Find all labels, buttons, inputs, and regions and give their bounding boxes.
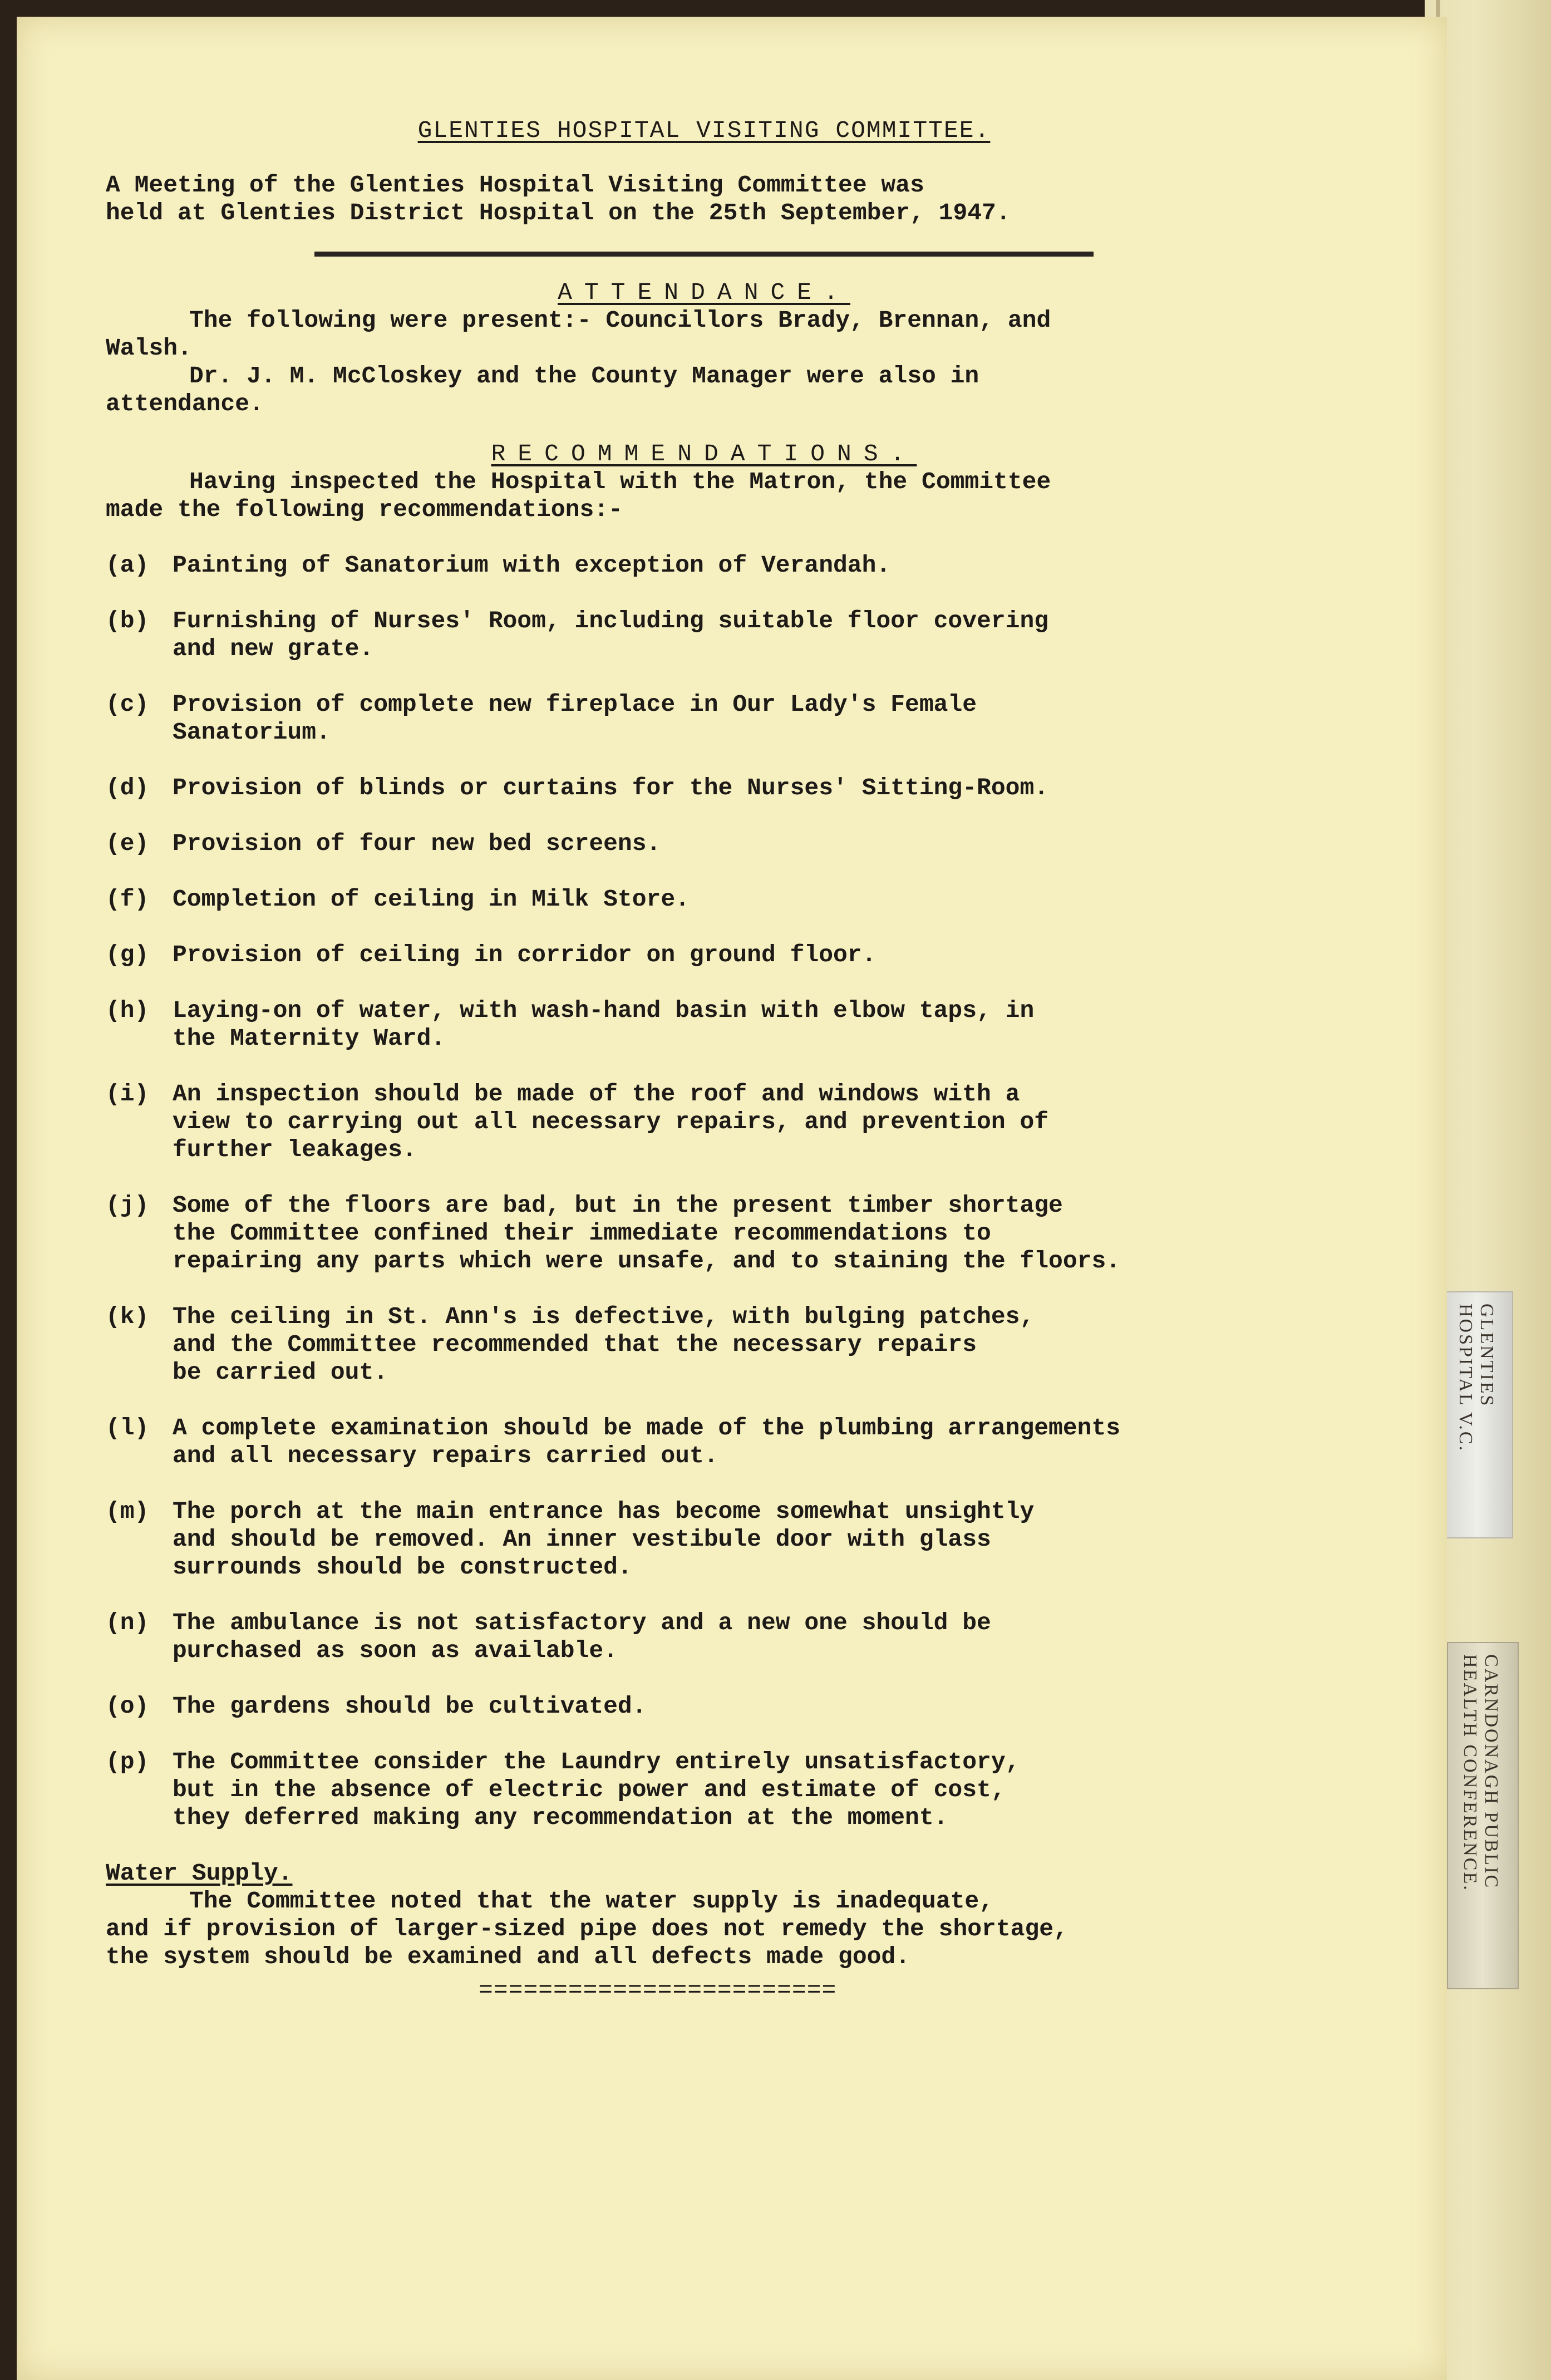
item-label: (k) (106, 1303, 149, 1330)
item-label: (p) (106, 1748, 149, 1776)
item-text: The ambulance is not satisfactory and a new one should be purchased as soon as available. (173, 1609, 991, 1664)
list-item (106, 830, 1302, 858)
item-label: (d) (106, 774, 149, 801)
recommendations-line-1: Having inspected the Hospital with the Matron, the Committee (189, 468, 1051, 495)
recommendations-heading: RECOMMENDATIONS. (491, 440, 917, 468)
index-tab-carndonagh-label: CARNDONAGH PUBLIC HEALTH CONFERENCE. (1460, 1654, 1501, 1892)
attendance-line-2: Walsh. (106, 335, 192, 362)
list-item (106, 1414, 1302, 1470)
item-text: A complete examination should be made of the plumbing arrangements and all necessary repairs carried out. (173, 1414, 1121, 1469)
water-line-3: the system should be examined and all defects made good. (106, 1943, 910, 1970)
document-title: GLENTIES HOSPITAL VISITING COMMITTEE. (417, 117, 991, 144)
list-item (106, 886, 1302, 913)
item-text: The porch at the main entrance has become somewhat unsightly and should be removed. An inner vestibule door with glass surrounds should be constructed. (173, 1498, 1035, 1581)
list-item (106, 552, 1302, 579)
item-text: Provision of ceiling in corridor on ground floor. (173, 941, 877, 968)
recommendation-list (106, 552, 1302, 1832)
item-text: Completion of ceiling in Milk Store. (173, 886, 690, 913)
item-label: (c) (106, 691, 149, 718)
document-body (106, 117, 1302, 2004)
list-item (106, 1080, 1302, 1164)
index-tab-carndonagh[interactable] (1447, 1642, 1519, 1989)
item-label: (o) (106, 1693, 149, 1720)
list-item (106, 997, 1302, 1053)
index-tab-glenties-label: GLENTIES HOSPITAL V.C. (1455, 1304, 1497, 1453)
item-label: (m) (106, 1498, 149, 1525)
item-text: An inspection should be made of the roof and windows with a view to carrying out all necessary repairs, and prevention of further leakages. (173, 1080, 1049, 1163)
item-label: (j) (106, 1192, 149, 1219)
water-line-2: and if provision of larger-sized pipe does not remedy the shortage, (106, 1915, 1068, 1943)
item-text: Laying-on of water, with wash-hand basin with elbow taps, in the Maternity Ward. (173, 997, 1035, 1052)
index-tab-glenties[interactable] (1441, 1291, 1513, 1538)
item-label: (h) (106, 997, 149, 1024)
item-label: (i) (106, 1080, 149, 1108)
recommendations-line-2: made the following recommendations:- (106, 496, 623, 523)
item-label: (a) (106, 552, 149, 579)
list-item (106, 1748, 1302, 1832)
meeting-intro: A Meeting of the Glenties Hospital Visiting Committee was held at Glenties District Hospital on the 25th September, 1947. (106, 171, 1011, 227)
item-text: The ceiling in St. Ann's is defective, with bulging patches, and the Committee recommended that the necessary repairs be carried out. (173, 1303, 1035, 1386)
item-label: (g) (106, 941, 149, 968)
list-item (106, 691, 1302, 746)
list-item (106, 1609, 1302, 1665)
list-item (106, 1303, 1302, 1386)
item-label: (f) (106, 886, 149, 913)
end-rule: ======================== (479, 1976, 837, 2004)
item-text: Provision of complete new fireplace in Our Lady's Female Sanatorium. (173, 691, 977, 746)
list-item (106, 941, 1302, 969)
item-label: (e) (106, 830, 149, 857)
item-text: The gardens should be cultivated. (173, 1693, 647, 1720)
water-line-1: The Committee noted that the water supply is inadequate, (189, 1887, 994, 1915)
attendance-heading: ATTENDANCE. (558, 279, 850, 306)
item-text: Provision of four new bed screens. (173, 830, 661, 857)
item-label: (l) (106, 1414, 149, 1442)
item-text: Some of the floors are bad, but in the present timber shortage the Committee confined their immediate recommendations to repairing any parts which were unsafe, and to staining the floors. (173, 1192, 1121, 1275)
attendance-line-4: attendance. (106, 390, 264, 417)
item-label: (b) (106, 607, 149, 635)
list-item (106, 1192, 1302, 1275)
attendance-line-3: Dr. J. M. McCloskey and the County Manager were also in (189, 362, 979, 390)
water-supply-heading: Water Supply. (106, 1860, 293, 1887)
item-text: Painting of Sanatorium with exception of Verandah. (173, 552, 891, 579)
list-item (106, 774, 1302, 802)
item-text: Furnishing of Nurses' Room, including suitable floor covering and new grate. (173, 607, 1049, 662)
list-item (106, 1693, 1302, 1720)
item-text: Provision of blinds or curtains for the Nurses' Sitting-Room. (173, 774, 1049, 801)
attendance-line-1: The following were present:- Councillors Brady, Brennan, and (189, 307, 1051, 334)
title-rule (314, 252, 1094, 257)
list-item (106, 607, 1302, 663)
list-item (106, 1498, 1302, 1581)
item-text: The Committee consider the Laundry entirely unsatisfactory, but in the absence of electric power and estimate of cost, they deferred making any recommendation at the moment. (173, 1748, 1020, 1831)
item-label: (n) (106, 1609, 149, 1636)
